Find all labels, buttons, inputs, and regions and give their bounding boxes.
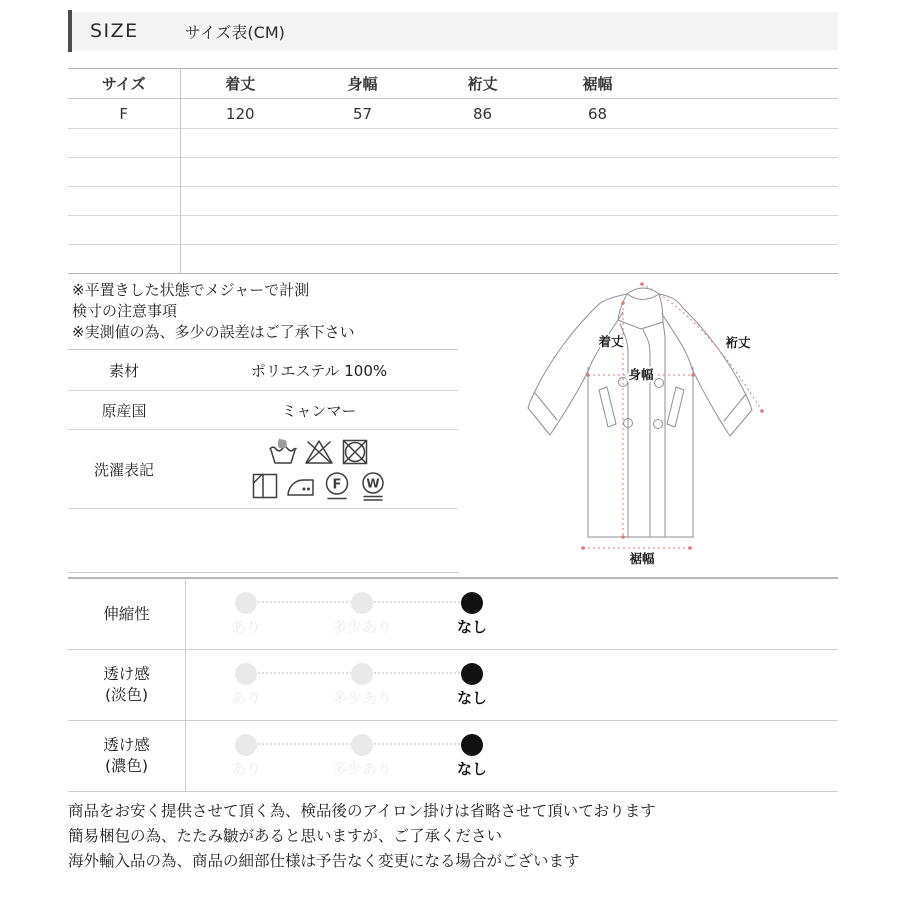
measurement-lines (581, 282, 764, 550)
size-table-header-cell: サイズ (68, 69, 180, 99)
footer-notes (68, 799, 868, 874)
rating-scale (186, 721, 838, 791)
rating-dot-selected (461, 592, 483, 614)
rating-dot-unselected (235, 734, 257, 756)
size-title: SIZE (90, 20, 139, 42)
footer-line: 海外輸入品の為、商品の細部仕様は予告なく変更になる場合がございます (68, 852, 580, 870)
size-table-empty-cell (68, 129, 180, 158)
spec-rows (68, 350, 458, 430)
rating-scale (186, 579, 838, 649)
size-table-header-cell: 裄丈 (425, 69, 540, 99)
rating-dot-unselected (235, 592, 257, 614)
note-line: ※実測値の為、多少の誤差はご了承下さい (72, 323, 355, 341)
size-table-header-row (68, 69, 838, 99)
spec-column (68, 273, 458, 573)
rating-option-label: なし (456, 618, 488, 636)
size-section-header (68, 10, 838, 52)
size-table-cell: 68 (540, 99, 655, 129)
spec-row (68, 391, 458, 430)
rating-option-label: 多少あり (331, 689, 393, 707)
hand-wash-icon (267, 436, 299, 468)
spec-empty-row (68, 509, 458, 573)
size-table-cell: F (68, 99, 180, 129)
laundry-row (68, 430, 458, 509)
laundry-icons (180, 436, 458, 502)
svg-text:W: W (366, 476, 380, 491)
footer-line: 商品をお安く提供させて頂く為、検品後のアイロン掛けは省略させて頂いております (68, 802, 656, 820)
rating-label-line: 透け感 (103, 665, 150, 683)
rating-label-line: (濃色) (104, 757, 149, 775)
rating-label-line: (淡色) (104, 686, 149, 704)
size-table-header-filler (655, 69, 838, 99)
laundry-icons-row1 (267, 436, 371, 468)
measure-label-sleeve: 裄丈 (725, 335, 751, 350)
rating-label-line: 伸縮性 (103, 604, 150, 623)
size-table-empty-cell (180, 158, 838, 187)
size-table-empty-cell (180, 129, 838, 158)
size-table-empty-cell (68, 158, 180, 187)
size-table-empty-row (68, 158, 838, 187)
rating-dot-selected (461, 734, 483, 756)
rating-dot-unselected (351, 663, 373, 685)
measurement-notes (68, 273, 458, 350)
rating-dot-unselected (351, 734, 373, 756)
footer-line: 簡易梱包の為、たたみ皺があると思いますが、ご了承ください (68, 827, 503, 845)
size-table-empty-cell (68, 187, 180, 216)
wet-clean-w-icon (357, 470, 389, 502)
do-not-tumble-dry-icon (339, 436, 371, 468)
measure-label-hem: 裾幅 (629, 551, 655, 566)
spec-row (68, 350, 458, 391)
coat-diagram-svg (490, 272, 800, 572)
rating-row (68, 579, 838, 650)
rating-row (68, 650, 838, 721)
rating-option-label: 多少あり (331, 760, 393, 778)
size-table-cell-filler (655, 99, 838, 129)
size-table-empty-row (68, 245, 838, 274)
rating-scale (186, 650, 838, 720)
header-background (72, 12, 838, 50)
size-table-cell: 86 (425, 99, 540, 129)
note-line: ※平置きした状態でメジャーで計測 (72, 281, 310, 299)
coat-measurement-diagram (490, 272, 800, 572)
rating-row (68, 721, 838, 792)
rating-option-label: なし (456, 689, 488, 707)
spec-label: 原産国 (101, 401, 147, 420)
size-table-data-row (68, 99, 838, 129)
line-dry-in-shade-icon (249, 470, 281, 502)
size-table (68, 68, 838, 274)
size-table-cell: 57 (300, 99, 425, 129)
measure-label-width: 身幅 (628, 367, 654, 382)
size-table-empty-cell (180, 216, 838, 245)
spec-value: ミャンマー (281, 401, 357, 420)
size-table-empty-cell (68, 245, 180, 274)
iron-medium-icon (285, 470, 317, 502)
rating-dot-unselected (235, 663, 257, 685)
note-line: 検寸の注意事項 (72, 302, 178, 320)
laundry-label: 洗濯表記 (93, 460, 154, 479)
size-table-empty-cell (68, 216, 180, 245)
dry-clean-f-icon (321, 470, 353, 502)
rating-label (68, 721, 186, 791)
rating-dot-selected (461, 663, 483, 685)
size-table-empty-row (68, 187, 838, 216)
svg-text:F: F (332, 477, 342, 493)
laundry-icons-row2 (249, 470, 389, 502)
spec-label: 素材 (108, 361, 139, 380)
rating-option-label: 多少あり (331, 618, 393, 636)
rating-option-label: なし (456, 760, 488, 778)
rating-option-label: あり (230, 618, 262, 636)
coat-outline (528, 288, 752, 537)
size-table-empty-cell (180, 245, 838, 274)
do-not-bleach-icon (303, 436, 335, 468)
rating-option-label: あり (230, 760, 262, 778)
ratings-table (68, 579, 838, 792)
rating-dot-unselected (351, 592, 373, 614)
size-table-header-cell: 着丈 (180, 69, 300, 99)
size-table-header-cell: 身幅 (300, 69, 425, 99)
size-table-empty-cell (180, 187, 838, 216)
rating-label (68, 650, 186, 720)
measure-label-length: 着丈 (598, 334, 624, 349)
rating-option-label: あり (230, 689, 262, 707)
size-subtitle: サイズ表(CM) (184, 22, 285, 42)
size-table-header-cell: 裾幅 (540, 69, 655, 99)
size-table-cell: 120 (180, 99, 300, 129)
spec-value: ポリエステル 100% (250, 361, 388, 380)
rating-label-line: 透け感 (103, 736, 150, 754)
size-table-empty-row (68, 129, 838, 158)
size-table-body (68, 69, 838, 274)
rating-label (68, 579, 186, 649)
size-table-empty-row (68, 216, 838, 245)
